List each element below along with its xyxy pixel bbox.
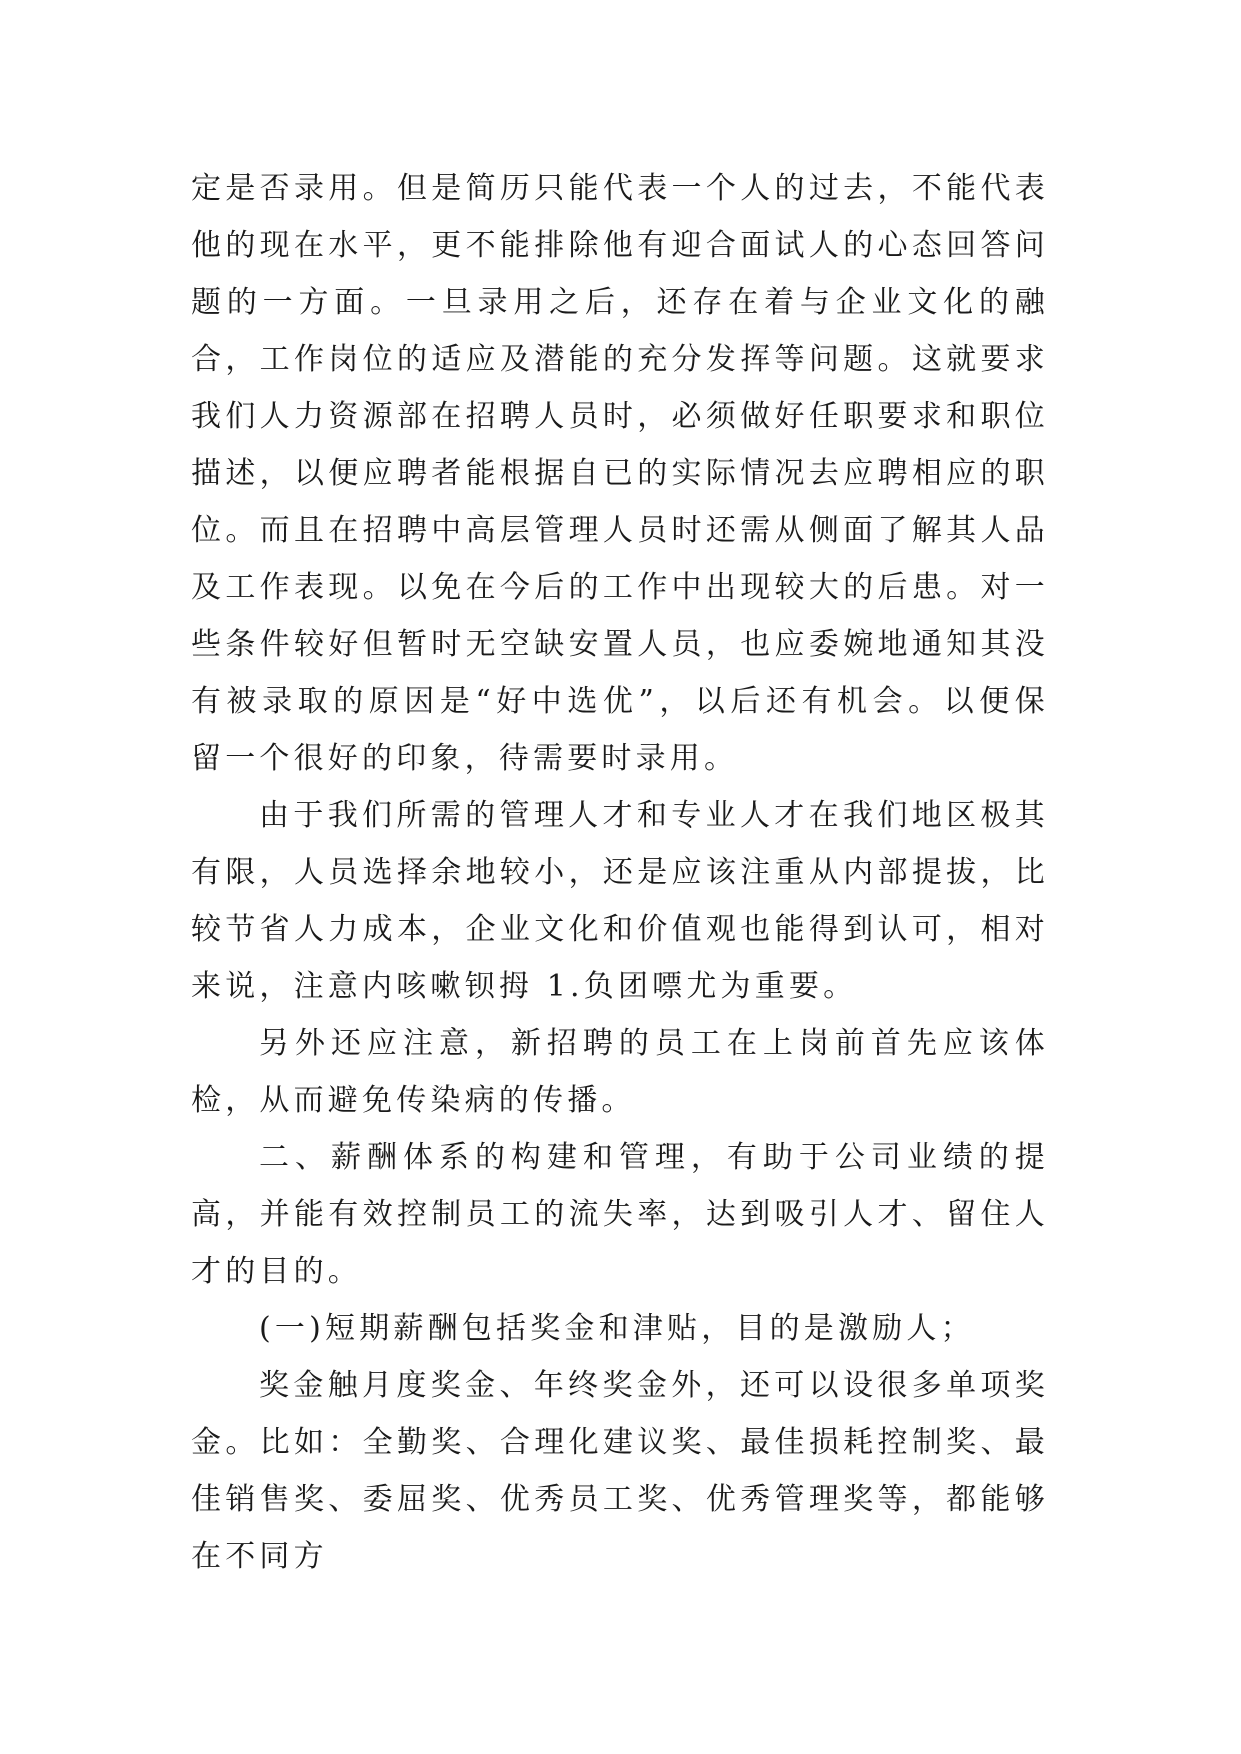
paragraph-6: 奖金触月度奖金、年终奖金外，还可以设很多单项奖金。比如：全勤奖、合理化建议奖、最佳损耗控制奖、最佳销售奖、委屈奖、优秀员工奖、优秀管理奖等，都能够在不同方	[191, 1368, 1049, 1574]
paragraph-4: 二、薪酬体系的构建和管理，有助于公司业绩的提高，并能有效控制员工的流失率，达到吸引人才、留住人才的目的。	[191, 1140, 1049, 1289]
paragraph-2: 由于我们所需的管理人才和专业人才在我们地区极其有限，人员选择余地较小，还是应该注重从内部提拔，比较节省人力成本，企业文化和价值观也能得到认可，相对来说，注意内咳嗽钡拇 1.负团嘌尤为重要。	[191, 798, 1049, 1004]
paragraph-5: (一)短期薪酬包括奖金和津贴，目的是激励人；	[259, 1311, 975, 1346]
paragraph-3: 另外还应注意，新招聘的员工在上岗前首先应该体检，从而避免传染病的传播。	[191, 1026, 1049, 1118]
paragraph-1: 定是否录用。但是简历只能代表一个人的过去，不能代表他的现在水平，更不能排除他有迎合面试人的心态回答问题的一方面。一旦录用之后，还存在着与企业文化的融合，工作岗位的适应及潜能的充分发挥等问题。这就要求我们人力资源部在招聘人员时，必须做好任职要求和职位描述，以便应聘者能根据自已的实际情况去应聘相应的职位。而且在招聘中高层管理人员时还需从侧面了解其人品及工作表现。以免在今后的工作中出现较大的后患。对一些条件较好但暂时无空缺安置人员，也应委婉地通知其没有被录取的原因是“好中选优”，以后还有机会。以便保留一个很好的印象，待需要时录用。	[191, 171, 1049, 776]
body-text	[191, 160, 1049, 1585]
